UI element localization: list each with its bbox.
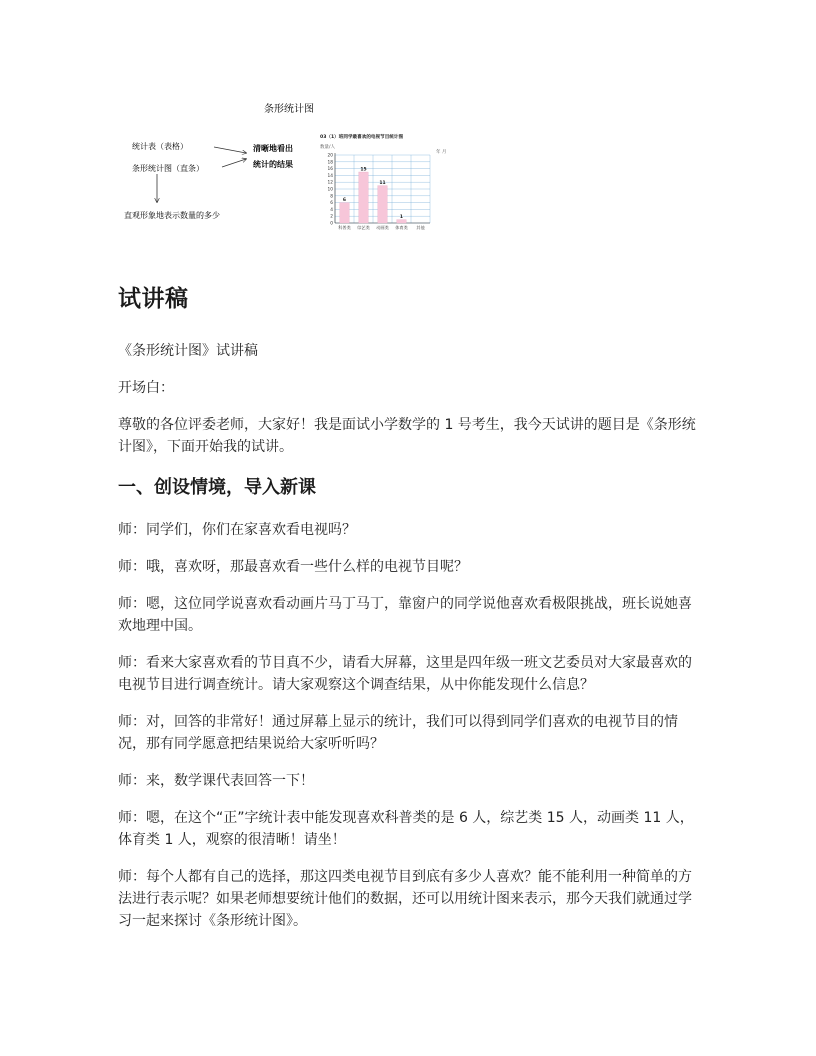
chart-category-label: 体育类 <box>395 225 408 230</box>
chart-category-label: 动画类 <box>376 225 389 230</box>
chart-ytick-label: 12 <box>327 180 333 186</box>
chart-category-label: 其他 <box>416 225 425 230</box>
intro-paragraph: 尊敬的各位评委老师，大家好！我是面试小学数学的 1 号考生，我今天试讲的题目是《条形统计图》，下面开始我的试讲。 <box>118 417 696 455</box>
chart-ytick-label: 18 <box>327 160 333 166</box>
figure-left-item-bar: 条形统计图（直条） <box>132 164 204 173</box>
chart-ytick-label: 4 <box>330 207 333 213</box>
figure-title: 条形统计图 <box>264 104 314 115</box>
chart-ytick-label: 16 <box>327 167 333 173</box>
opening-label: 开场白： <box>118 380 174 396</box>
chart-ytick-label: 6 <box>330 201 333 207</box>
paragraph: 师：嗯，在这个“正”字统计表中能发现喜欢科普类的是 6 人，综艺类 15 人，动画类 11 人，体育类 1 人，观察的很清晰！请坐！ <box>118 810 694 848</box>
chart-ytick-label: 8 <box>330 194 333 200</box>
bar-chart-svg <box>318 131 468 233</box>
chart-title: 03（1）班同学最喜欢的电视节目统计图 <box>320 135 404 140</box>
paragraph: 师：来，数学课代表回答一下！ <box>118 773 314 789</box>
paragraph: 师：嗯，这位同学说喜欢看动画片马丁马丁，靠窗户的同学说他喜欢看极限挑战，班长说她喜欢地理中国。 <box>118 596 692 634</box>
document-body <box>118 280 703 947</box>
arrow-icon <box>222 159 246 167</box>
arrow-icon <box>214 147 246 153</box>
chart-ytick-label: 20 <box>327 153 333 159</box>
paragraph: 师：每个人都有自己的选择，那这四类电视节目到底有多少人喜欢？能不能利用一种简单的方法进行表示呢？如果老师想要统计他们的数据，还可以用统计图来表示，那今天我们就通过学习一起来探讨《条形统计图》。 <box>118 869 692 929</box>
chart-ytick-label: 2 <box>330 214 333 220</box>
chart-ytick-label: 10 <box>327 187 333 193</box>
chart-category-label: 科普类 <box>338 225 351 230</box>
chart-ylabel: 数量/人 <box>320 145 336 150</box>
document-subtitle: 《条形统计图》试讲稿 <box>118 343 258 359</box>
figure-middle-1: 清晰地看出 <box>253 143 293 153</box>
chart-ytick-label: 14 <box>327 173 333 179</box>
chart-data-label: 11 <box>379 181 386 187</box>
chart-bar <box>340 203 350 223</box>
chart-category-label: 综艺类 <box>357 225 370 230</box>
chart-bar <box>359 172 369 223</box>
figure-bottom-text: 直观形象地表示数量的多少 <box>124 211 220 220</box>
figure-middle-2: 统计的结果 <box>253 159 293 169</box>
chart-ytick-label: 0 <box>330 221 333 227</box>
paragraph-list <box>118 519 703 932</box>
paragraph: 师：对，回答的非常好！通过屏幕上显示的统计，我们可以得到同学们喜欢的电视节目的情况，那有同学愿意把结果说给大家听听吗？ <box>118 714 678 752</box>
chart-top-right: 年 月 <box>436 150 447 155</box>
chart-data-label: 15 <box>360 167 367 173</box>
document-title: 试讲稿 <box>118 286 189 312</box>
section-heading: 一、创设情境，导入新课 <box>118 477 316 498</box>
paragraph: 师：哦，喜欢呀，那最喜欢看一些什么样的电视节目呢？ <box>118 559 468 575</box>
bar-chart <box>318 131 468 233</box>
paragraph: 师：看来大家喜欢看的节目真不少，请看大屏幕，这里是四年级一班文艺委员对大家最喜欢的电视节目进行调查统计。请大家观察这个调查结果，从中你能发现什么信息？ <box>118 655 692 693</box>
figure-left-item-table: 统计表（表格） <box>132 142 188 151</box>
chart-bar <box>397 220 407 223</box>
chart-bar <box>378 186 388 223</box>
figure-arrows <box>118 96 318 226</box>
chart-data-label: 1 <box>399 215 404 221</box>
paragraph: 师：同学们，你们在家喜欢看电视吗？ <box>118 522 356 538</box>
chart-data-label: 6 <box>342 198 347 204</box>
